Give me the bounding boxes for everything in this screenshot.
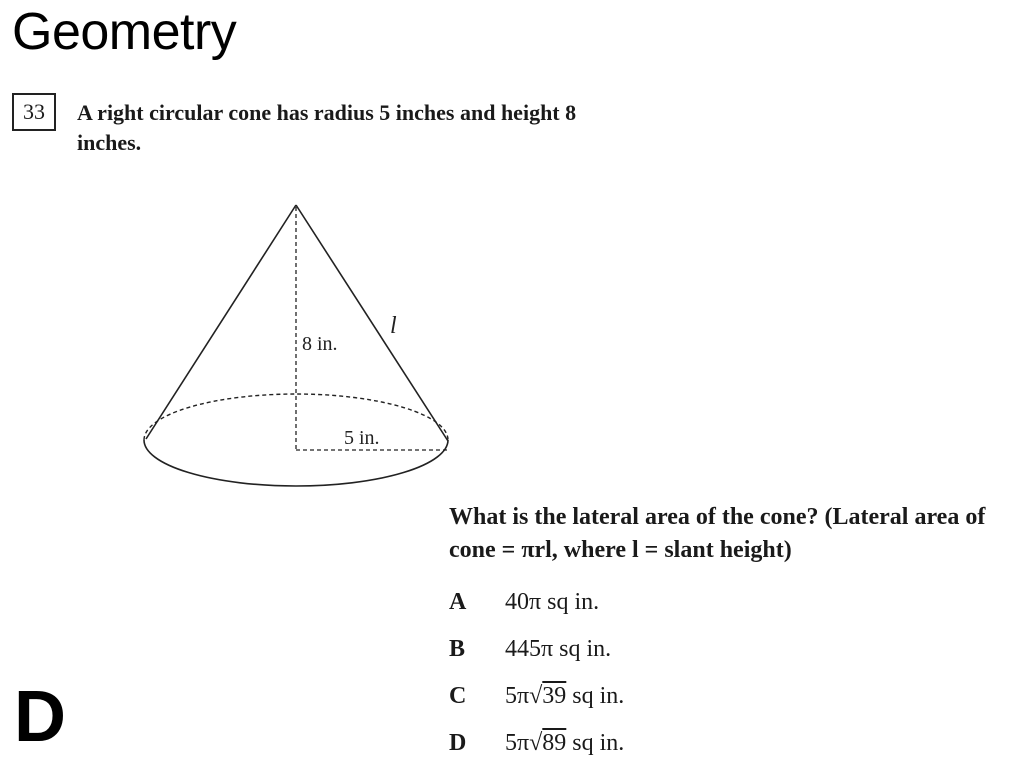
choice-value: 445π sq in. bbox=[505, 636, 612, 662]
slide-title: Geometry bbox=[12, 3, 237, 61]
height-label: 8 in. bbox=[302, 333, 338, 355]
choice-letter: D bbox=[449, 730, 467, 756]
choice-coef: 5π bbox=[505, 683, 530, 709]
sqrt-sign: √ bbox=[529, 730, 543, 756]
cone-right-side bbox=[296, 205, 448, 441]
slant-label: l bbox=[390, 313, 397, 339]
cone-left-side bbox=[146, 205, 296, 439]
choice-radicand: 39 bbox=[542, 683, 567, 709]
question-text: A right circular cone has radius 5 inches and height 8 inches. bbox=[77, 100, 577, 155]
choice-radicand: 89 bbox=[542, 730, 567, 756]
choice-c bbox=[449, 683, 624, 710]
choice-unit: sq in. bbox=[566, 683, 625, 709]
choice-letter: B bbox=[449, 636, 466, 662]
answer-letter: D bbox=[14, 677, 66, 757]
choice-letter: C bbox=[449, 683, 467, 709]
choice-a bbox=[449, 589, 599, 616]
choice-d bbox=[449, 730, 624, 757]
question-number: 33 bbox=[12, 93, 56, 131]
sqrt-sign: √ bbox=[529, 683, 543, 709]
cone-figure bbox=[130, 195, 470, 505]
choice-letter: A bbox=[449, 589, 467, 615]
choice-value: 40π sq in. bbox=[505, 589, 600, 615]
radius-label: 5 in. bbox=[344, 427, 380, 449]
question-prompt: What is the lateral area of the cone? (Lateral area of cone = πrl, where l = slant height) bbox=[449, 504, 986, 563]
choice-coef: 5π bbox=[505, 730, 530, 756]
choice-unit: sq in. bbox=[566, 730, 625, 756]
choice-b bbox=[449, 636, 611, 663]
